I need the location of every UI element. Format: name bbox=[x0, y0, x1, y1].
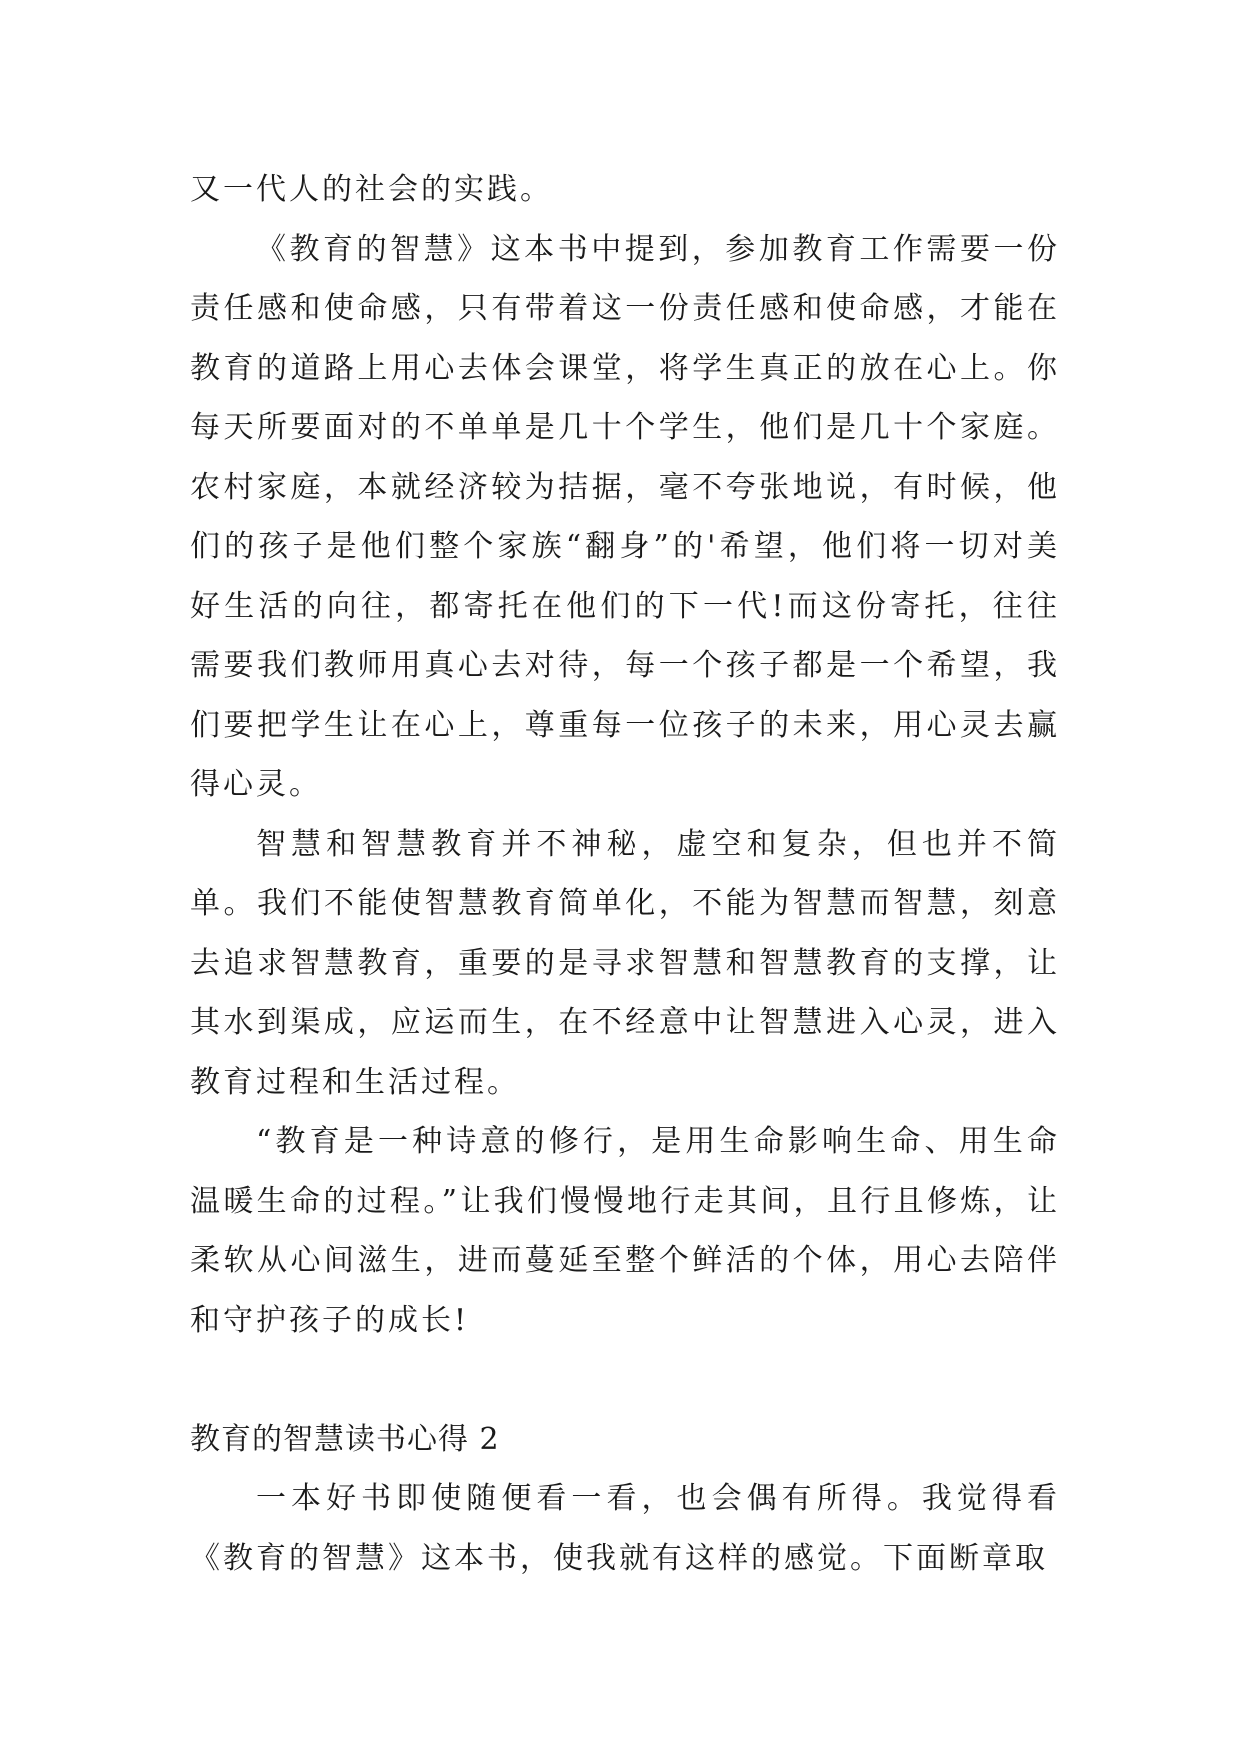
section-title: 教育的智慧读书心得 2 bbox=[190, 1421, 500, 1457]
paragraph-wisdom-education: 智慧和智慧教育并不神秘，虚空和复杂，但也并不简单。我们不能使智慧教育简单化，不能为智慧而智慧，刻意去追求智慧教育，重要的是寻求智慧和智慧教育的支撑，让其水到渠成，应运而生，在不经意中让智慧进入心灵，进入教育过程和生活过程。 bbox=[190, 826, 1060, 1100]
paragraph-responsibility: 《教育的智慧》这本书中提到，参加教育工作需要一份责任感和使命感，只有带着这一份责任感和使命感，才能在教育的道路上用心去体会课堂，将学生真正的放在心上。你每天所要面对的不单单是几十个学生，他们是几十个家庭。农村家庭，本就经济较为拮据，毫不夸张地说，有时候，他们的孩子是他们整个家族“翻身”的'希望，他们将一切对美好生活的向往，都寄托在他们的下一代!而这份寄托，往往需要我们教师用真心去对待，每一个孩子都是一个希望，我们要把学生让在心上，尊重每一位孩子的未来，用心灵去赢得心灵。 bbox=[190, 231, 1060, 802]
paragraph-poetic-practice: “教育是一种诗意的修行，是用生命影响生命、用生命温暖生命的过程。”让我们慢慢地行走其间，且行且修炼，让柔软从心间滋生，进而蔓延至整个鲜活的个体，用心去陪伴和守护孩子的成长! bbox=[190, 1124, 1060, 1338]
document-body bbox=[190, 160, 1060, 1588]
paragraph-continuation: 又一代人的社会的实践。 bbox=[190, 172, 553, 207]
paragraph-good-book: 一本好书即使随便看一看，也会偶有所得。我觉得看《教育的智慧》这本书，使我就有这样的感觉。下面断章取 bbox=[190, 1481, 1060, 1576]
